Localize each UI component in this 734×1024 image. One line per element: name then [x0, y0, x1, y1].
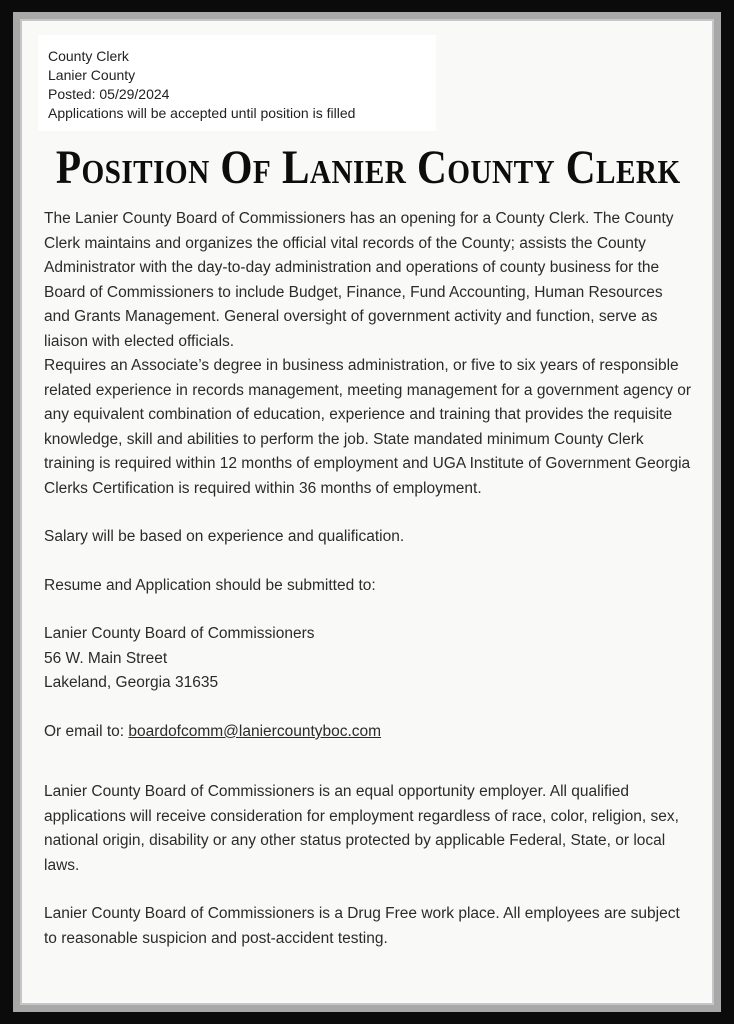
page-title: Position Of Lanier County Clerk — [55, 141, 681, 194]
header-line-county: Lanier County — [48, 67, 136, 83]
photo-mat — [13, 12, 721, 1012]
paragraph-drug-free: Lanier County Board of Commissioners is a Drug Free work place. All employees are subject to reasonable suspicion and post-accident testing. — [44, 905, 680, 947]
header-block — [38, 35, 436, 131]
address-block — [44, 622, 692, 696]
email-line — [44, 720, 692, 745]
title-row — [44, 143, 692, 193]
email-prefix: Or email to: — [44, 722, 129, 740]
header-line-deadline: Applications will be accepted until position is filled — [48, 105, 356, 121]
paragraph-salary: Salary will be based on experience and qualification. — [44, 528, 405, 546]
address-line-street: 56 W. Main Street — [44, 649, 168, 667]
document-body — [44, 207, 692, 951]
paragraph-submit-note: Resume and Application should be submitted to: — [44, 576, 376, 594]
paragraph-requirements: Requires an Associate’s degree in business administration, or five to six years of responsible related experience in records management, meeting management for a government agency or any equivalent combination of education, experience and training that provides the requisite knowledge, skill and abilities to perform the job. State mandated minimum County Clerk training is required within 12 months of employment and UGA Institute of Government Georgia Clerks Certification is required within 36 months of employment. — [44, 357, 692, 497]
header-line-position: County Clerk — [48, 48, 129, 64]
paragraph-eeo: Lanier County Board of Commissioners is an equal opportunity employer. All qualified applications will receive consideration for employment regardless of race, color, religion, sex, national origin, disability or any other status protected by applicable Federal, State, or local laws. — [44, 783, 679, 874]
header-line-posted-date: Posted: 05/29/2024 — [48, 86, 170, 102]
email-link[interactable]: boardofcomm@laniercountyboc.com — [128, 722, 382, 740]
address-line-city: Lakeland, Georgia 31635 — [44, 674, 219, 692]
address-line-org: Lanier County Board of Commissioners — [44, 625, 315, 643]
paragraph-intro: The Lanier County Board of Commissioners has an opening for a County Clerk. The County Clerk maintains and organizes the official vital records of the County; assists the County Administrator with the day-to-day administration and operations of county business for the Board of Commissioners to include Budget, Finance, Fund Accounting, Human Resources and Grants Management. General oversight of government activity and function, serve as liaison with elected officials. — [44, 210, 674, 350]
document-page — [22, 21, 712, 1003]
